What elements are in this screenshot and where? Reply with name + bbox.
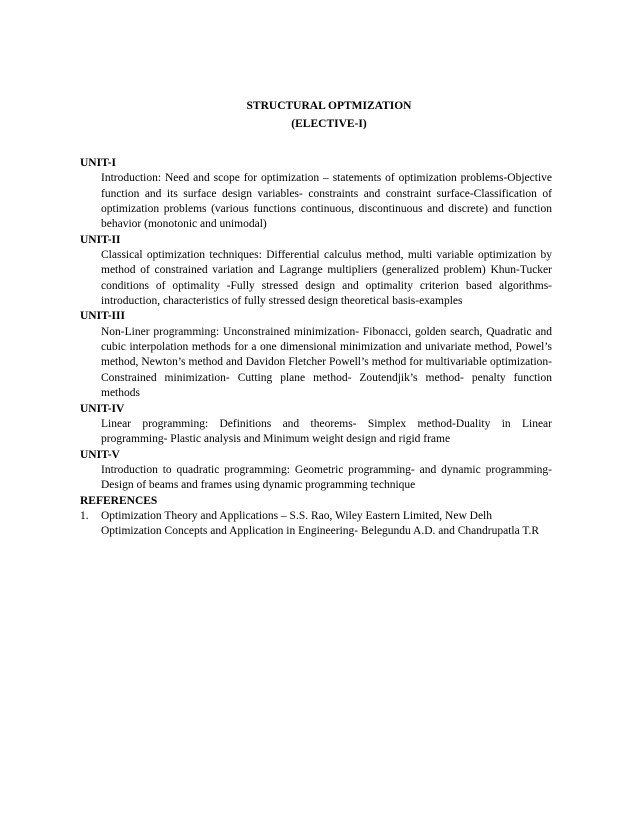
references-heading: REFERENCES bbox=[80, 494, 158, 507]
unit-description: Introduction: Need and scope for optimization – statements of optimization problems-Objective function and its surface design variables- constraints and constraint surface-Classification of optimization problems (various functions continuous, discontinuous and discrete) and function behavior (monotonic and unimodal) bbox=[101, 172, 552, 231]
unit-section bbox=[80, 402, 552, 448]
references-section bbox=[80, 494, 552, 540]
syllabus-content bbox=[80, 156, 552, 540]
document-title: STRUCTURAL OPTMIZATION bbox=[246, 100, 412, 112]
unit-section bbox=[80, 156, 552, 233]
document-subtitle: (ELECTIVE-I) bbox=[291, 118, 367, 130]
unit-description: Non-Liner programming: Unconstrained minimization- Fibonacci, golden search, Quadratic and cubic interpolation methods for a one dimensional minimization and univariate method, Powel’s method, Newton’s method and Davidon Fletcher Powell’s method for multivariable optimization- Constrained minimization- Cutting plane method- Zoutendjik’s method- penalty function methods bbox=[101, 325, 552, 400]
unit-section bbox=[80, 448, 552, 494]
unit-heading: UNIT-IV bbox=[80, 402, 125, 415]
reference-entries bbox=[101, 509, 552, 540]
reference-entry: Optimization Concepts and Application in Engineering- Belegundu A.D. and Chandrupatla T.R bbox=[101, 525, 540, 538]
reference-number: 1. bbox=[80, 509, 89, 522]
unit-heading: UNIT-III bbox=[80, 310, 125, 323]
unit-description: Linear programming: Definitions and theorems- Simplex method-Duality in Linear programming- Plastic analysis and Minimum weight design and rigid frame bbox=[101, 417, 552, 446]
unit-section bbox=[80, 309, 552, 401]
unit-heading: UNIT-V bbox=[80, 448, 120, 461]
unit-heading: UNIT-II bbox=[80, 233, 121, 246]
unit-section bbox=[80, 233, 552, 310]
unit-description: Introduction to quadratic programming: Geometric programming- and dynamic programming-Design of beams and frames using dynamic programming technique bbox=[101, 463, 552, 492]
unit-heading: UNIT-I bbox=[80, 157, 117, 169]
reference-item bbox=[80, 509, 552, 540]
unit-description: Classical optimization techniques: Differential calculus method, multi variable optimization by method of constrained variation and Lagrange multipliers (generalized problem) Khun-Tucker conditions of optimality -Fully stressed design and optimality criterion based algorithms-introduction, characteristics of fully stressed design theoretical basis-examples bbox=[101, 249, 552, 308]
reference-entry: Optimization Theory and Applications – S.S. Rao, Wiley Eastern Limited, New Delh bbox=[101, 509, 493, 522]
